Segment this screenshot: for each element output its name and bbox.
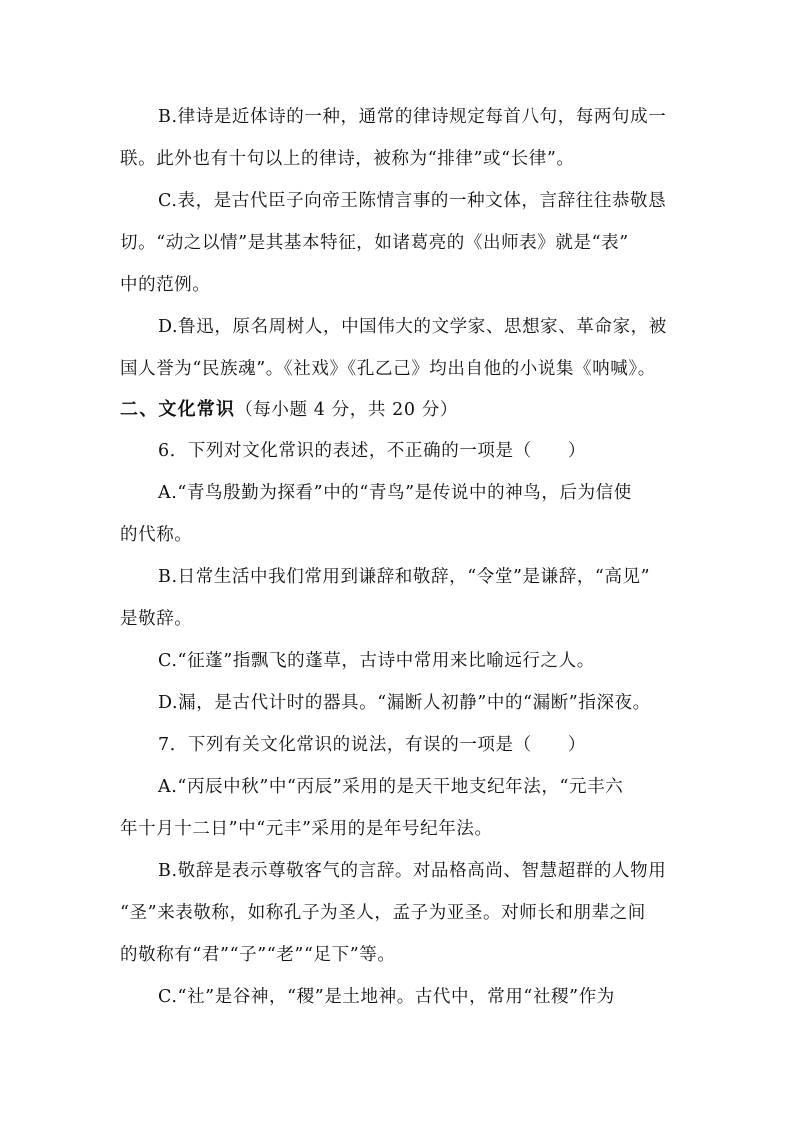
q7-option-c-line-1: C.“社”是谷神，“稷”是土地神。古代中，常用“社稷”作为 [158,987,615,1007]
q6-option-a-line-2: 的代称。 [120,525,193,545]
question-7-stem: 7．下列有关文化常识的说法，有误的一项是（ ） [158,735,587,755]
question-6-stem: 6．下列对文化常识的表述，不正确的一项是（ ） [158,441,587,461]
option-c-biao-line-3: 中的范例。 [120,275,211,295]
q7-option-b-line-1: B.敬辞是表示尊敬客气的言辞。对品格高尚、智慧超群的人物用 [158,861,667,881]
section-score-note: （每小题 4 分，共 20 分） [235,400,458,420]
q7-option-b-line-2: “圣”来表敬称，如称孔子为圣人，孟子为亚圣。对师长和朋辈之间 [120,903,646,923]
q6-option-b-line-1: B.日常生活中我们常用到谦辞和敬辞，“令堂”是谦辞，“高见” [158,567,651,587]
q7-option-a-line-1: A.“丙辰中秋”中“丙辰”采用的是天干地支纪年法，“元丰六 [158,777,624,797]
q6-option-b-line-2: 是敬辞。 [120,609,193,629]
option-c-biao-line-2: 切。“动之以情”是其基本特征，如诸葛亮的《出师表》就是“表” [120,233,629,253]
q7-option-a-line-2: 年十月十二日”中“元丰”采用的是年号纪年法。 [120,819,493,839]
option-b-poetry-line-1: B.律诗是近体诗的一种，通常的律诗规定每首八句，每两句成一 [158,107,667,127]
option-c-biao-line-1: C.表，是古代臣子向帝王陈情言事的一种文体，言辞往往恭敬恳 [158,191,667,211]
option-d-luxun-line-1: D.鲁迅，原名周树人，中国伟大的文学家、思想家、革命家，被 [158,317,667,337]
q7-option-b-line-3: 的敬称有“君”“子”“老”“足下”等。 [120,945,396,965]
q6-option-c: C.“征蓬”指飘飞的蓬草，古诗中常用来比喻远行之人。 [158,651,595,671]
option-d-luxun-line-2: 国人誉为“民族魂”。《社戏》《孔乙己》均出自他的小说集《呐喊》。 [120,359,656,379]
section-title: 二、文化常识 [120,399,236,420]
q6-option-d: D.漏，是古代计时的器具。“漏断人初静”中的“漏断”指深夜。 [158,693,651,713]
q6-option-a-line-1: A.“青鸟殷勤为探看”中的“青鸟”是传说中的神鸟，后为信使 [158,483,632,503]
option-b-poetry-line-2: 联。此外也有十句以上的律诗，被称为“排律”或“长律”。 [120,149,575,169]
section-heading [120,396,794,424]
